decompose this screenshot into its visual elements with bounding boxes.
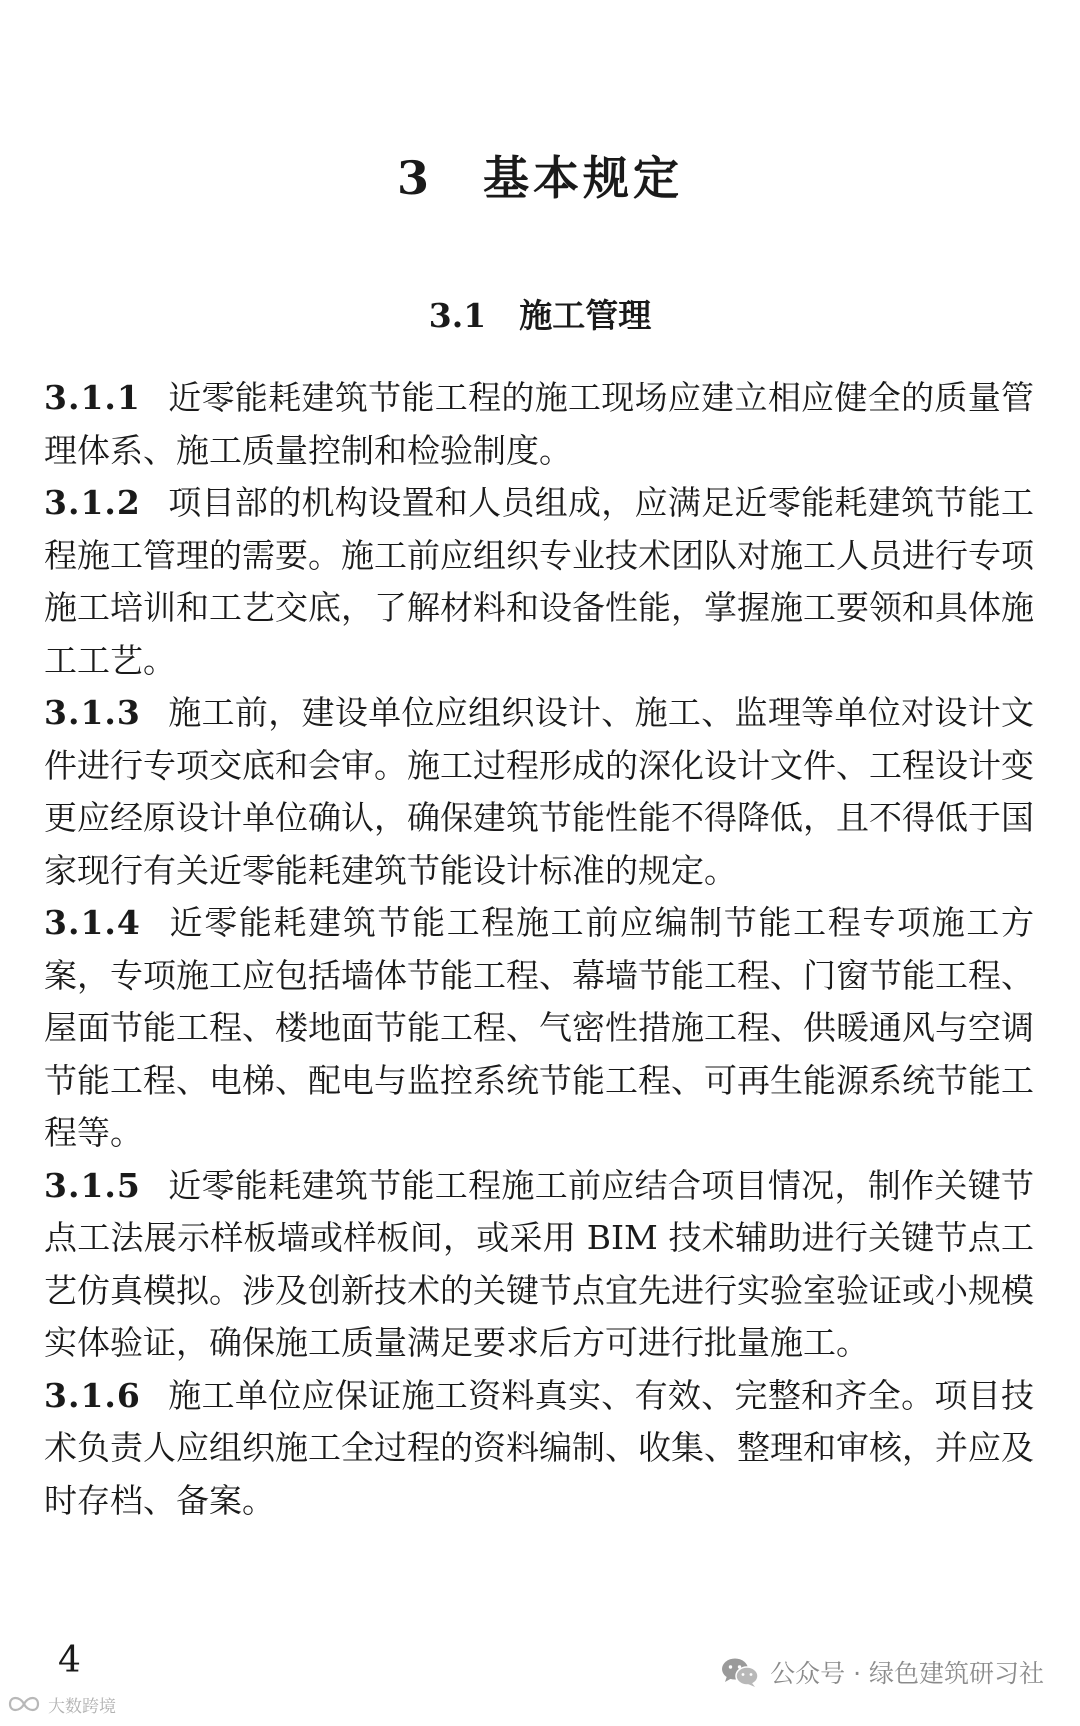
wechat-watermark — [720, 1654, 1044, 1690]
clause-text: 近零能耗建筑节能工程的施工现场应建立相应健全的质量管理体系、施工质量控制和检验制度。 — [44, 378, 1034, 470]
clause-list — [44, 372, 1034, 1527]
clause-number: 3.1.3 — [44, 693, 141, 732]
chapter-title: 3 基本规定 — [396, 151, 683, 205]
clause-text: 近零能耗建筑节能工程施工前应结合项目情况，制作关键节点工法展示样板墙或样板间，或采用 BIM 技术辅助进行关键节点工艺仿真模拟。涉及创新技术的关键节点宜先进行实验室验证或小规模实体验证，确保施工质量满足要求后方可进行批量施工。 — [44, 1165, 1034, 1362]
clause-3-1-5 — [44, 1160, 1034, 1370]
clause-number: 3.1.2 — [44, 483, 141, 522]
clause-number: 3.1.1 — [44, 378, 141, 417]
page-number: 4 — [58, 1640, 81, 1681]
clause-text: 施工前，建设单位应组织设计、施工、监理等单位对设计文件进行专项交底和会审。施工过程形成的深化设计文件、工程设计变更应经原设计单位确认，确保建筑节能性能不得降低，且不得低于国家现行有关近零能耗建筑节能设计标准的规定。 — [44, 693, 1034, 890]
clause-3-1-6 — [44, 1370, 1034, 1528]
wechat-icon — [720, 1656, 760, 1688]
clause-text: 项目部的机构设置和人员组成，应满足近零能耗建筑节能工程施工管理的需要。施工前应组织专业技术团队对施工人员进行专项施工培训和工艺交底，了解材料和设备性能，掌握施工要领和具体施工工艺。 — [44, 483, 1034, 680]
clause-text: 近零能耗建筑节能工程施工前应编制节能工程专项施工方案，专项施工应包括墙体节能工程、幕墙节能工程、门窗节能工程、屋面节能工程、楼地面节能工程、气密性措施工程、供暖通风与空调节能工程、电梯、配电与监控系统节能工程、可再生能源系统节能工程等。 — [44, 903, 1034, 1152]
corner-logo-text: 大数跨境 — [48, 1696, 116, 1717]
clause-number: 3.1.4 — [44, 903, 141, 942]
clause-3-1-1 — [44, 372, 1034, 477]
clause-3-1-2 — [44, 477, 1034, 687]
section-title: 3.1 施工管理 — [428, 296, 652, 335]
infinity-logo-icon — [4, 1690, 44, 1718]
watermark-text: 公众号 · 绿色建筑研习社 — [770, 1659, 1044, 1688]
corner-logo — [4, 1690, 116, 1718]
clause-3-1-3 — [44, 687, 1034, 897]
clause-3-1-4 — [44, 897, 1034, 1160]
clause-number: 3.1.6 — [44, 1375, 141, 1415]
clause-text: 施工单位应保证施工资料真实、有效、完整和齐全。项目技术负责人应组织施工全过程的资料编制、收集、整理和审核，并应及时存档、备案。 — [44, 1375, 1034, 1520]
clause-number: 3.1.5 — [44, 1165, 141, 1205]
